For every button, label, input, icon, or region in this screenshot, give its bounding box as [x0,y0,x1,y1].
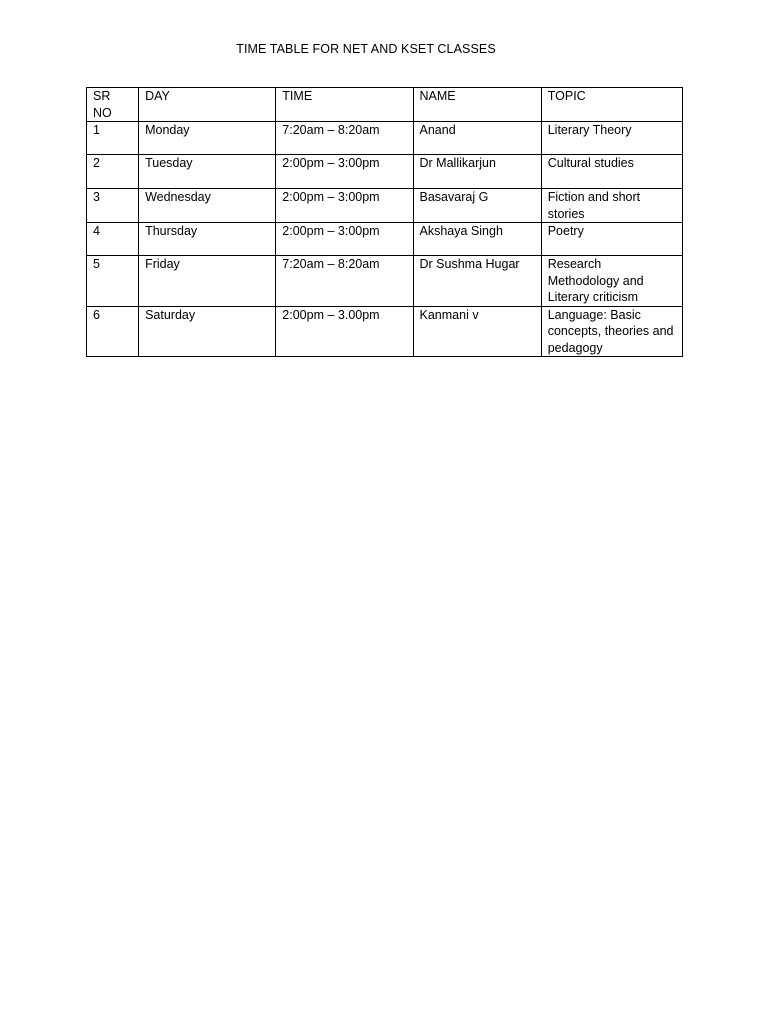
cell-day: Tuesday [139,155,276,189]
cell-sr-no: 2 [87,155,139,189]
cell-day: Friday [139,256,276,307]
cell-time: 2:00pm – 3:00pm [276,223,413,256]
cell-topic: Research Methodology and Literary criticism [541,256,682,307]
cell-day: Saturday [139,306,276,357]
cell-time: 7:20am – 8:20am [276,256,413,307]
cell-name: Dr Mallikarjun [413,155,541,189]
cell-time: 2:00pm – 3.00pm [276,306,413,357]
table-header [87,88,683,122]
cell-day: Thursday [139,223,276,256]
table-row [87,306,683,357]
cell-topic: Poetry [541,223,682,256]
cell-time: 2:00pm – 3:00pm [276,155,413,189]
cell-name: Anand [413,122,541,155]
timetable [86,87,683,357]
cell-day: Monday [139,122,276,155]
cell-name: Akshaya Singh [413,223,541,256]
cell-name: Dr Sushma Hugar [413,256,541,307]
header-topic: TOPIC [541,88,682,122]
cell-sr-no: 1 [87,122,139,155]
cell-name: Kanmani v [413,306,541,357]
table-row [87,256,683,307]
cell-day: Wednesday [139,189,276,223]
cell-time: 2:00pm – 3:00pm [276,189,413,223]
table-body [87,122,683,357]
cell-sr-no: 5 [87,256,139,307]
cell-time: 7:20am – 8:20am [276,122,413,155]
table-row [87,122,683,155]
cell-name: Basavaraj G [413,189,541,223]
table-row [87,223,683,256]
table-row [87,155,683,189]
header-time: TIME [276,88,413,122]
cell-topic: Cultural studies [541,155,682,189]
cell-sr-no: 3 [87,189,139,223]
header-day: DAY [139,88,276,122]
cell-sr-no: 6 [87,306,139,357]
table-row [87,189,683,223]
header-sr-no: SR NO [87,88,139,122]
header-name: NAME [413,88,541,122]
cell-sr-no: 4 [87,223,139,256]
cell-topic: Fiction and short stories [541,189,682,223]
cell-topic: Literary Theory [541,122,682,155]
page-title: TIME TABLE FOR NET AND KSET CLASSES [236,42,496,56]
table-header-row [87,88,683,122]
cell-topic: Language: Basic concepts, theories and pedagogy [541,306,682,357]
